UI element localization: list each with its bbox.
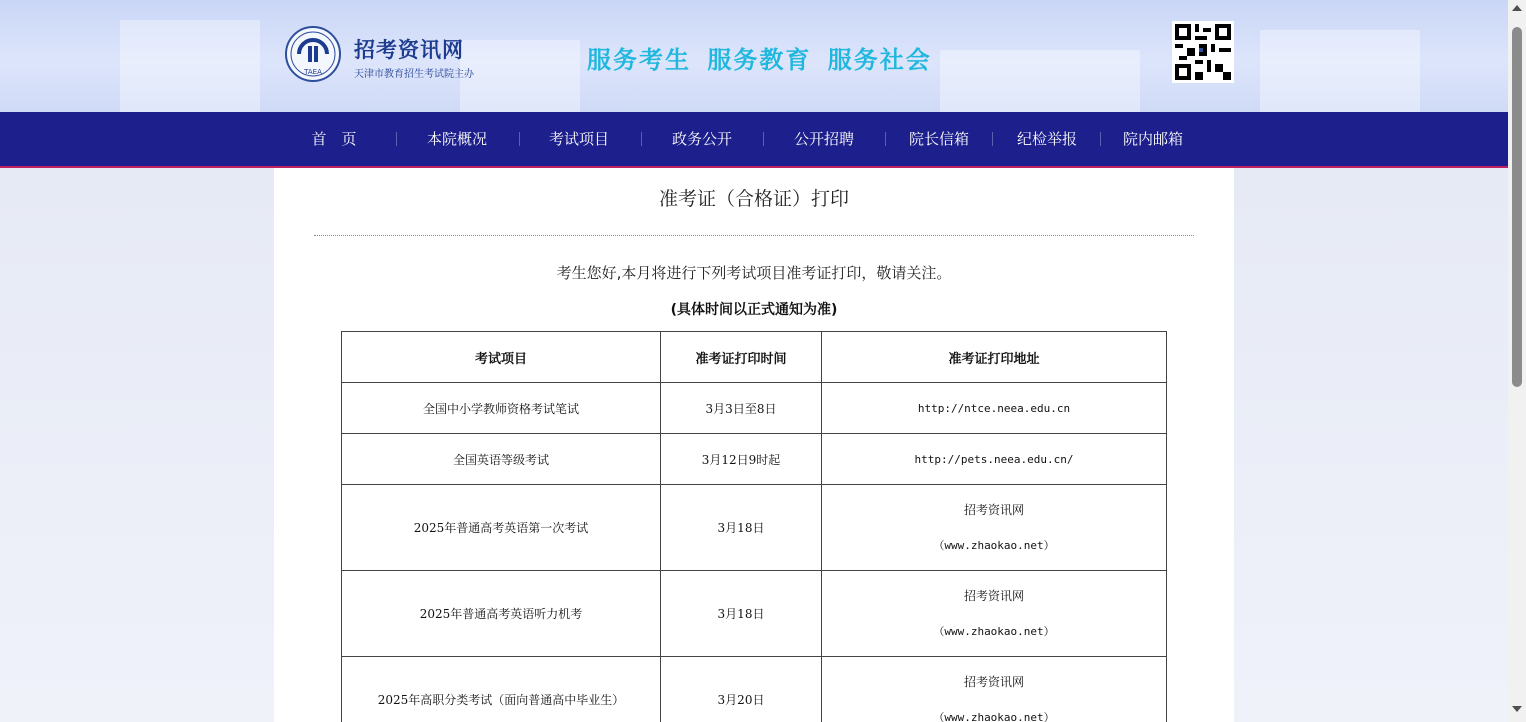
page-title: 准考证（合格证）打印 [658,188,849,210]
address-url[interactable]: （www.zhaokao.net） [933,624,1055,638]
nav-item-about[interactable]: 本院概况 [426,130,487,148]
table-header: 考试项目 [342,332,661,383]
content-panel [274,168,1234,722]
notice-text: 考生您好,本月将进行下列考试项目准考证打印，敬请关注。 [556,264,952,282]
print-time: 3月3日至8日 [661,383,822,434]
exam-item: 全国英语等级考试 [342,434,661,485]
table-header: 准考证打印地址 [822,332,1167,383]
exam-item: 2025年普通高考英语听力机考 [342,571,661,657]
nav-item-exams[interactable]: 考试项目 [548,130,609,148]
table-header-row [342,332,1167,383]
nav-item-home[interactable]: 首 页 [311,130,357,148]
nav-divider [396,132,397,146]
nav-item-mailbox-president[interactable]: 院长信箱 [908,130,969,148]
nav-divider [519,132,520,146]
nav-item-report[interactable]: 纪检举报 [1016,130,1077,148]
right-background [1234,168,1508,722]
address-url[interactable]: （www.zhaokao.net） [933,538,1055,552]
print-time: 3月18日 [661,485,822,571]
nav-divider [992,132,993,146]
exam-item: 全国中小学教师资格考试笔试 [342,383,661,434]
nav-item-government[interactable]: 政务公开 [671,130,732,148]
table-row [342,485,1167,571]
nav-divider [641,132,642,146]
site-logo[interactable] [285,26,341,82]
print-time: 3月20日 [661,657,822,722]
print-address[interactable] [822,485,1167,571]
print-address[interactable] [822,657,1167,722]
nav-divider [1100,132,1101,146]
print-address[interactable] [822,571,1167,657]
left-background [0,168,274,722]
table-header: 准考证打印时间 [661,332,822,383]
site-name: 招考资讯网 [354,38,464,62]
main-nav [0,112,1508,168]
print-time: 3月18日 [661,571,822,657]
site-header [0,0,1508,112]
exam-item: 2025年普通高考英语第一次考试 [342,485,661,571]
exam-item: 2025年高职分类考试（面向普通高中毕业生） [342,657,661,722]
table-row [342,657,1167,722]
address-site-name[interactable]: 招考资讯网 [963,674,1024,689]
print-address[interactable]: http://ntce.neea.edu.cn [822,383,1167,434]
nav-item-internal-mail[interactable]: 院内邮箱 [1122,130,1183,148]
table-row [342,571,1167,657]
nav-divider [885,132,886,146]
qr-code-icon [1172,21,1234,83]
site-subtitle: 天津市教育招生考试院主办 [354,69,474,80]
sub-notice-text: (具体时间以正式通知为准) [670,302,838,318]
divider [314,235,1194,236]
scroll-up-icon[interactable] [1512,5,1522,11]
table-row [342,434,1167,485]
address-site-name[interactable]: 招考资讯网 [963,588,1024,603]
nav-divider [763,132,764,146]
address-url[interactable]: （www.zhaokao.net） [933,710,1055,722]
print-address[interactable]: http://pets.neea.edu.cn/ [822,434,1167,485]
scroll-thumb[interactable] [1512,27,1522,387]
logo-text: TAEA [304,68,322,76]
page-scrollbar[interactable] [1508,0,1526,722]
scroll-down-icon[interactable] [1512,706,1522,712]
address-site-name[interactable]: 招考资讯网 [963,502,1024,517]
admission-ticket-table [341,331,1167,722]
print-time: 3月12日9时起 [661,434,822,485]
slogan: 服务考生 服务教育 服务社会 [587,45,932,74]
table-row [342,383,1167,434]
nav-item-recruitment[interactable]: 公开招聘 [793,130,854,148]
